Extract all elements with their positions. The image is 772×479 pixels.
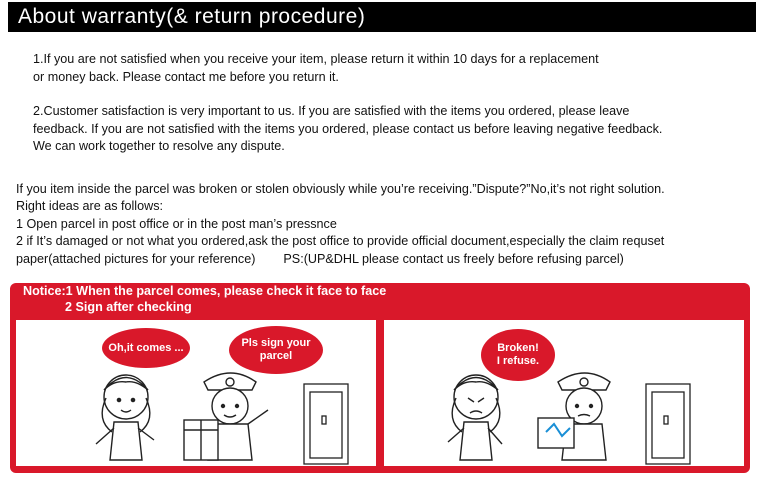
text-line: 1 Open parcel in post office or in the post man’s pressnce [16,216,337,231]
notice-line-1: Notice:1 When the parcel comes, please check it face to face [23,284,387,298]
speech-bubble-refuse [481,329,555,381]
notice-text [23,284,386,315]
bubble-line: Broken! [497,342,539,354]
speech-bubble-courier [229,326,323,374]
delivery-illustration [16,320,376,466]
text-line: or money back. Please contact me before you return it. [33,69,339,84]
text-line: 1.If you are not satisfied when you receive your item, please return it within 10 days for a replacement [33,52,599,66]
text-line: feedback. If you are not satisfied with the items you ordered, please contact us before leaving negative feedback. [33,121,663,136]
text-line: If you item inside the parcel was broken or stolen obviously while you’re receiving.”Dispute?”No,it’s not right solution. [16,182,665,196]
page-title: About warranty(& return procedure) [8,2,756,32]
text-line: We can work together to resolve any dispute. [33,139,285,153]
warranty-paragraph-2 [33,103,662,156]
refuse-illustration [384,320,744,466]
speech-bubble-woman: Oh,it comes ... [102,328,190,368]
illustration-panel-sign [16,320,376,466]
bubble-line: I refuse. [496,355,540,367]
warranty-paragraph-1 [33,51,599,86]
text-line: Right ideas are as follows: [16,199,163,214]
bubble-line: parcel [259,350,293,362]
notice-line-2: 2 Sign after checking [65,299,192,314]
dispute-paragraph [16,181,665,268]
illustration-panel-refuse [384,320,744,466]
text-line: 2 if It’s damaged or not what you ordered,ask the post office to provide official document,especially the claim requset [16,234,665,249]
text-line: paper(attached pictures for your reference) PS:(UP&DHL please contact us freely before refusing parcel) [16,251,624,266]
text-line: 2.Customer satisfaction is very important to us. If you are satisfied with the items you ordered, please leave [33,104,630,118]
bubble-line: Pls sign your [241,337,311,349]
